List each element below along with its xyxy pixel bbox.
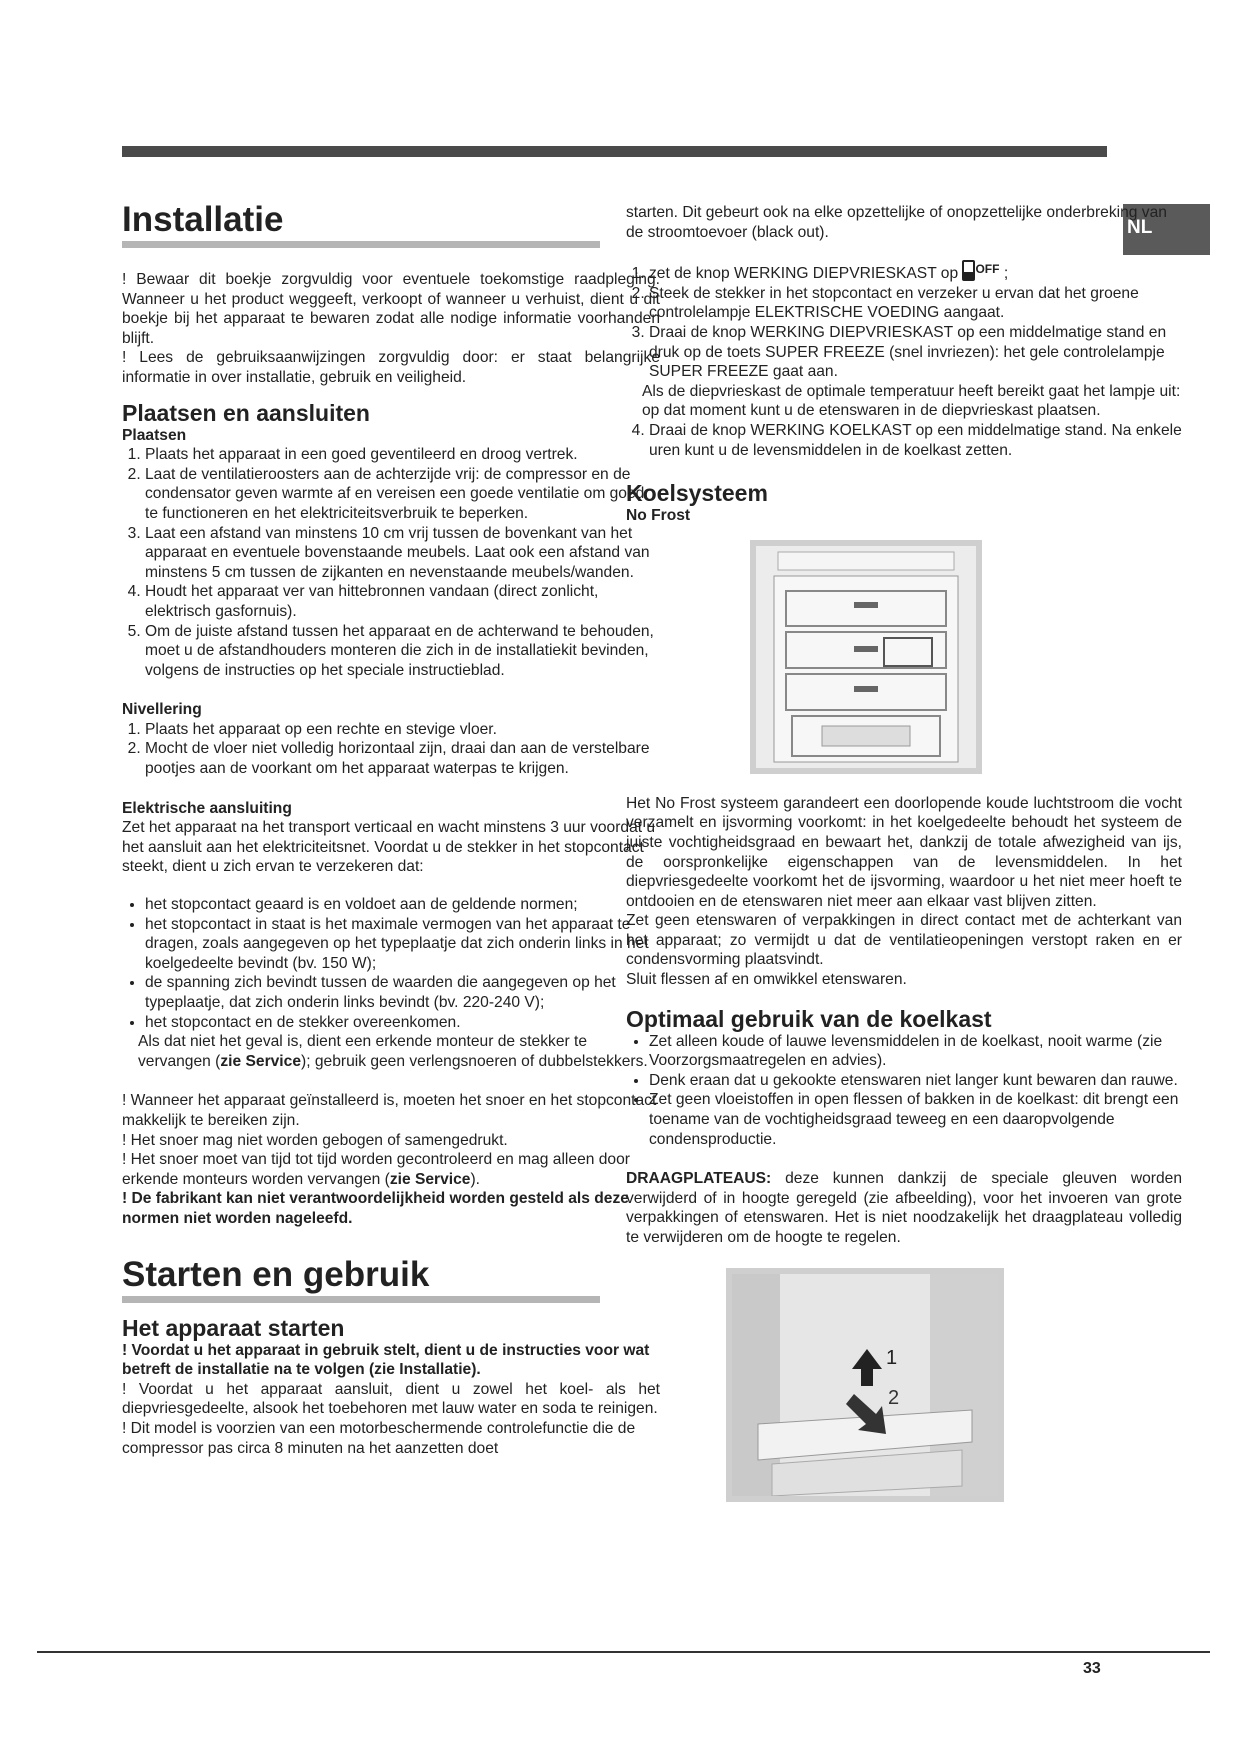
- service-ref: zie Service: [389, 1170, 471, 1188]
- toggle-off-icon: [962, 260, 975, 281]
- list-item: 5. Om de juiste afstand tussen het apparaat en de achterwand te behouden, moet u de afstandhouders monteren die zich in de installatiekit bevinden, volgens de instructies op het speciale instructieblad.: [145, 622, 660, 681]
- page-number: 33: [1083, 1660, 1101, 1677]
- starten-note-3: ! Dit model is voorzien van een motorbeschermende controlefunctie die de compressor pas circa 8 minuten na het aanzetten doet: [122, 1419, 636, 1457]
- list-item: • het stopcontact geaard is en voldoet aan de geldende normen;: [145, 895, 660, 915]
- installatie-title: Installatie: [122, 200, 660, 246]
- koelsysteem-heading: Koelsysteem: [626, 480, 768, 507]
- list-item: 4. Draai de knop WERKING KOELKAST op een middelmatige stand. Na enkele uren kunt u de levensmiddelen in de koelkast zetten.: [649, 421, 1182, 460]
- nofrost-para-3: Sluit flessen af en omwikkel etenswaren.: [626, 971, 907, 989]
- warning-2: ! Het snoer mag niet worden gebogen of samengedrukt.: [122, 1131, 508, 1149]
- fridge-interior-image: [750, 540, 982, 774]
- list-item: • Zet alleen koude of lauwe levensmiddelen in de koelkast, nooit warme (zie Voorzorgsmaatregelen en advies).: [649, 1032, 1182, 1071]
- list-item: 2. Steek de stekker in het stopcontact en verzeker u ervan dat het groene controlelampje ELEKTRISCHE VOEDING aangaat.: [649, 284, 1182, 323]
- list-item: • het stopcontact in staat is het maximale vermogen van het apparaat te dragen, zoals aangegeven op het typeplaatje dat zich onderin links in het koelgedeelte bevindt (bv. 150 W);: [145, 915, 660, 974]
- list-item: 1. Plaats het apparaat op een rechte en stevige vloer.: [145, 720, 660, 740]
- nofrost-sub: No Frost: [626, 507, 691, 525]
- elektrische-note: Als dat niet het geval is, dient een erkende monteur de stekker te vervangen (zie Service); gebruik geen verlengsnoeren of dubbelstekkers.: [138, 1033, 648, 1070]
- draagplateaus-para: DRAAGPLATEAUS: deze kunnen dankzij de speciale gleuven worden verwijderd of in hoogte geregeld (zie afbeelding), voor het invoeren van grote verpakkingen of etenswaren. Het is niet noodzakelijk het draagplateau volledig te verwijderen om de hoogte te regelen.: [626, 1170, 1182, 1246]
- list-item: 2. Laat de ventilatieroosters aan de achterzijde vrij: de compressor en de condensator geven warmte af en vereisen een goede ventilatie om goed te functioneren en het elektriciteitsverbruik te beperken.: [145, 465, 660, 524]
- draagplateaus-label: DRAAGPLATEAUS:: [626, 1170, 772, 1188]
- list-item: • Zet geen vloeistoffen in open flessen of bakken in de koelkast: dit brengt een toename van de vochtigheidsgraad teweeg en een daaropvolgende condensproductie.: [649, 1090, 1182, 1149]
- top-rule: [122, 146, 1107, 157]
- list-item: 1. Plaats het apparaat in een goed geventileerd en droog vertrek.: [145, 445, 660, 465]
- warning-4: ! De fabrikant kan niet verantwoordelijkheid worden gesteld als deze normen niet worden nageleefd.: [122, 1190, 629, 1227]
- plaatsen-heading: Plaatsen en aansluiten: [122, 399, 370, 426]
- starten-note-2: ! Voordat u het apparaat aansluit, dient u zowel het koel- als het diepvriesgedeelte, alsook het toebehoren met lauw water en soda te reinigen.: [122, 1380, 660, 1418]
- shelf-adjust-image: [726, 1268, 1004, 1502]
- optimaal-heading: Optimaal gebruik van de koelkast: [626, 1005, 992, 1032]
- list-item: 3. Draai de knop WERKING DIEPVRIESKAST op een middelmatige stand en druk op de toets SUPER FREEZE (snel invriezen): het gele controlelampje SUPER FREEZE gaat aan.: [649, 323, 1182, 382]
- service-ref: zie Service: [220, 1052, 301, 1070]
- right-column: [626, 203, 1182, 1502]
- fridge-shelves-illustration: [756, 546, 976, 768]
- start-steps-cont: [626, 421, 1182, 460]
- optimaal-list: [626, 1032, 1182, 1150]
- intro-2: ! Lees de gebruiksaanwijzingen zorgvuldig door: er staat belangrijke informatie in over installatie, gebruik en veiligheid.: [122, 349, 660, 386]
- list-item: • Denk eraan dat u gekookte etenswaren niet langer kunt bewaren dan rauwe.: [649, 1071, 1182, 1091]
- elektrische-heading: Elektrische aansluiting: [122, 799, 292, 817]
- list-item: • het stopcontact en de stekker overeenkomen.: [145, 1013, 660, 1033]
- left-column: [122, 200, 660, 1458]
- list-item: 4. Houdt het apparaat ver van hittebronnen vandaan (direct zonlicht, elektrisch gasfornuis).: [145, 582, 660, 621]
- warning-1: ! Wanneer het apparaat geïnstalleerd is, moeten het snoer en het stopcontact makkelijk te bereiken zijn.: [122, 1092, 657, 1129]
- nofrost-para-1: Het No Frost systeem garandeert een doorlopende koude luchtstroom die vocht verzamelt en ijsvorming voorkomt: in het koelgedeelte behoudt het systeem de juiste vochtigheidsgraad en bewaart het, dankzij de totale afwezigheid van ijs, de oorspronkelijke eigenschappen van de levensmiddelen. In het diepvriesgedeelte voorkomt het de ijsvorming, waardoor u het niet meer hoeft te ontdooien en de etenswaren niet meer aan elkaar vast blijven zitten.: [626, 794, 1182, 910]
- shelf-adjust-illustration: [732, 1274, 998, 1496]
- arrow-1-label: 1: [886, 1346, 898, 1369]
- start-steps: [626, 260, 1182, 382]
- intro-1: ! Bewaar dit boekje zorgvuldig voor eventuele toekomstige raadpleging. Wanneer u het product weggeeft, verkoopt of wanneer u verhuist, dient u dit boekje bij het apparaat te bewaren zodat alle nodige informatie voorhanden blijft.: [122, 271, 660, 347]
- language-tab: NL: [1123, 204, 1210, 255]
- starten-title: Starten en gebruik: [122, 1255, 660, 1301]
- starten-heading: Het apparaat starten: [122, 1314, 345, 1341]
- nofrost-para-2: Zet geen etenswaren of verpakkingen in direct contact met de achterkant van het apparaat; zo vermijdt u dat de ventilatieopeningen verstopt raken en er condensvorming plaatsvindt.: [626, 912, 1182, 969]
- list-item: 1. zet de knop WERKING DIEPVRIESKAST op $^{OFF}$ ;: [649, 260, 1182, 284]
- arrow-2-label: 2: [888, 1386, 900, 1409]
- bottom-rule: [37, 1651, 1210, 1653]
- plaatsen-list: [122, 445, 660, 680]
- elektrische-list: [122, 895, 660, 1032]
- starten-continuation: starten. Dit gebeurt ook na elke opzettelijke of onopzettelijke onderbreking van de stroomtoevoer (black out).: [626, 204, 1167, 241]
- list-item: • de spanning zich bevindt tussen de waarden die aangegeven op het typeplaatje, dat zich onderin links bevindt (bv. 220-240 V);: [145, 973, 660, 1012]
- nivellering-heading: Nivellering: [122, 701, 202, 719]
- plaatsen-sub: Plaatsen: [122, 426, 187, 444]
- nivellering-list: [122, 720, 660, 779]
- starten-bold-note: ! Voordat u het apparaat in gebruik stelt, dient u de instructies voor wat betreft de installatie na te volgen (zie Installatie).: [122, 1341, 650, 1379]
- warning-3: ! Het snoer moet van tijd tot tijd worden gecontroleerd en mag alleen door erkende monteurs worden vervangen (zie Service).: [122, 1151, 630, 1188]
- list-item: 3. Laat een afstand van minstens 10 cm vrij tussen de bovenkant van het apparaat en eventuele bovenstaande meubels. Laat ook een afstand van minstens 5 cm tussen de zijkanten en nevenstaande meubels/wanden.: [145, 524, 660, 583]
- list-item: 2. Mocht de vloer niet volledig horizontaal zijn, draai dan aan de verstelbare pootjes aan de voorkant om het apparaat waterpas te krijgen.: [145, 739, 660, 778]
- off-label: OFF: [975, 262, 1000, 277]
- step3-note: Als de diepvrieskast de optimale temperatuur heeft bereikt gaat het lampje uit: op dat moment kunt u de etenswaren in de diepvrieskast plaatsen.: [642, 382, 1181, 420]
- elektrische-intro: Zet het apparaat na het transport verticaal en wacht minstens 3 uur voordat u het aansluit aan het elektriciteitsnet. Voordat u de stekker in het stopcontact steekt, dient u zich ervan te verzekeren dat:: [122, 819, 656, 876]
